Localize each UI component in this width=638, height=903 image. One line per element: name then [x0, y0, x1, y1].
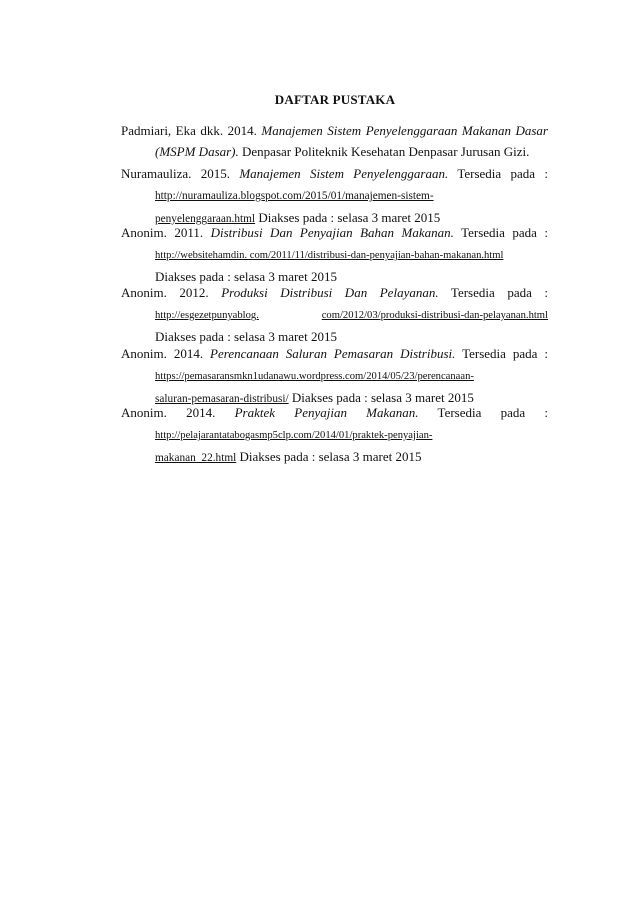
- entry-accessed: Diakses pada : selasa 3 maret 2015: [155, 329, 337, 344]
- entry-available: Tersedia pada :: [437, 405, 549, 420]
- reference-entry-6: [121, 402, 548, 469]
- entry-url-link[interactable]: https://pemasaransmkn1udanawu.wordpress.com/2014/05/23/perencanaan-: [155, 371, 474, 382]
- reference-entry-3: [121, 222, 548, 287]
- page-title: DAFTAR PUSTAKA: [274, 92, 396, 107]
- reference-entry-4: [121, 282, 548, 347]
- entry-work-title-cont: (MSPM Dasar).: [155, 144, 239, 159]
- entry-author-year: Anonim. 2014.: [121, 346, 204, 361]
- entry-work-title: Praktek Penyajian Makanan.: [234, 405, 419, 420]
- entry-url-link-cont[interactable]: makanan_22.html: [155, 452, 237, 464]
- reference-entry-2: [121, 163, 548, 230]
- entry-available: Tersedia pada :: [462, 346, 548, 361]
- entry-author-year: Nuramauliza. 2015.: [121, 166, 230, 181]
- entry-available: Tersedia pada :: [450, 285, 549, 300]
- entry-work-title: Manajemen Sistem Penyelenggaraan.: [239, 166, 449, 181]
- entry-url-link[interactable]: http://websitehamdin. com/2011/11/distribusi-dan-penyajian-bahan-makanan.html: [155, 250, 504, 261]
- entry-work-title: Perencanaan Saluran Pemasaran Distribusi.: [210, 346, 456, 361]
- entry-available: Tersedia pada :: [461, 225, 549, 240]
- entry-author-year: Anonim. 2011.: [121, 225, 204, 240]
- entry-work-title: Distribusi Dan Penyajian Bahan Makanan.: [210, 225, 454, 240]
- entry-available: Tersedia pada :: [457, 166, 549, 181]
- entry-accessed: Diakses pada : selasa 3 maret 2015: [291, 390, 474, 405]
- entry-author-year: Anonim. 2012.: [121, 285, 209, 300]
- entry-url-link[interactable]: http://pelajarantatabogasmp5clp.com/2014/01/praktek-penyajian-: [155, 430, 433, 441]
- entry-accessed: Diakses pada : selasa 3 maret 2015: [239, 449, 422, 464]
- entry-url-link-part[interactable]: com/2012/03/produksi-distribusi-dan-pelayanan.html: [321, 310, 548, 321]
- entry-work-title: Produksi Distribusi Dan Pelayanan.: [221, 285, 439, 300]
- entry-author-year: Anonim. 2014.: [121, 405, 216, 420]
- reference-entry-5: [121, 343, 548, 410]
- entry-author-year: Padmiari, Eka dkk. 2014.: [121, 123, 257, 138]
- entry-url-link[interactable]: http://esgezetpunyablog.: [155, 310, 259, 321]
- reference-entry-1: [121, 120, 548, 162]
- entry-publisher: Denpasar Politeknik Kesehatan Denpasar Jurusan Gizi.: [242, 144, 530, 159]
- entry-work-title: Manajemen Sistem Penyelenggaraan Makanan Dasar: [261, 123, 548, 138]
- entry-url-link-cont[interactable]: penyelenggaraan.html: [155, 213, 256, 225]
- entry-url-link-cont[interactable]: saluran-pemasaran-distribusi/: [155, 393, 289, 405]
- entry-url-link[interactable]: http://nuramauliza.blogspot.com/2015/01/manajemen-sistem-: [155, 190, 434, 202]
- entry-accessed: Diakses pada : selasa 3 maret 2015: [155, 269, 337, 284]
- entry-accessed: Diakses pada : selasa 3 maret 2015: [258, 210, 441, 225]
